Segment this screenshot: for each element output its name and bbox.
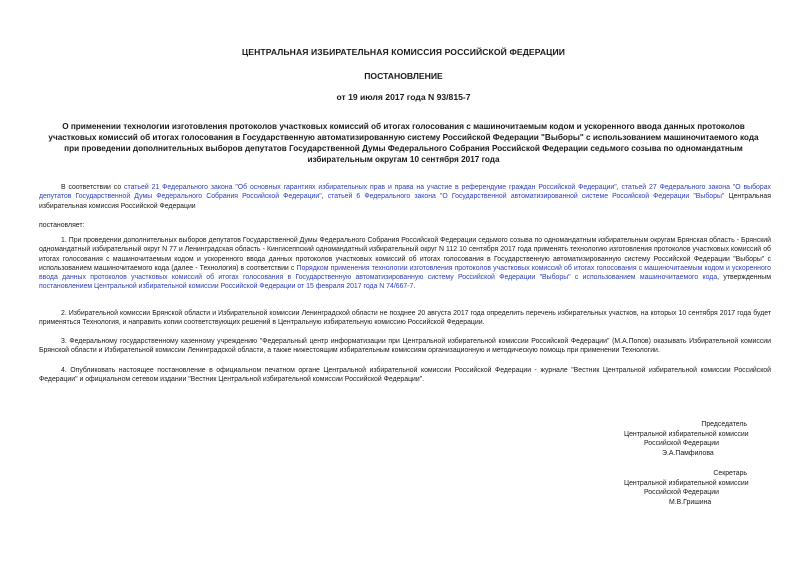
preamble-text-1: В соответствии со (61, 184, 125, 191)
item-2-paragraph: 2. Избирательной комиссии Брянской области и Избирательной комиссии Ленинградской области не позднее 20 августа 2017 года определить перечень избирательных участков, на которых 10 сентября 2017 года будет применяться Технология, и направить копии соответствующих решений в Центральную избирательную комиссию Российской Федерации. (39, 310, 771, 327)
document-date-number: от 19 июля 2017 года N 93/815-7 (336, 92, 471, 102)
link-resolution-74-667-7[interactable]: постановлением Центральной избирательной комиссии Российской Федерации от 15 февраля 2017 года N 74/667-7 (39, 283, 414, 291)
link-procedure[interactable]: Порядком применения технологии изготовления протоколов участковых комиссий об итогах голосования с машиночитаемым кодом и ускоренного ввода данных протоколов участковых комиссий об итогах голосования в Государственную автоматизированную систему Российской Федерации "Выборы" с использованием машиночитаемого кода (39, 264, 771, 282)
secretary-org-line-2: Российской Федерации (644, 489, 719, 497)
issuing-organization: ЦЕНТРАЛЬНАЯ ИЗБИРАТЕЛЬНАЯ КОМИССИЯ РОССИЙСКОЙ ФЕДЕРАЦИИ (241, 47, 566, 57)
resolves-label: постановляет: (39, 222, 85, 229)
secretary-title: Секретарь (713, 470, 747, 477)
preamble-text-3: , (321, 193, 328, 201)
chair-name: Э.А.Памфилова (662, 449, 714, 457)
secretary-org-line-1: Центральной избирательной комиссии (624, 479, 749, 487)
document-type: ПОСТАНОВЛЕНИЕ (364, 71, 443, 81)
item-1-paragraph (39, 236, 771, 292)
secretary-signature-block (624, 469, 784, 507)
link-article-21[interactable]: статьей 21 Федерального закона "Об основных гарантиях избирательных прав и права на участие в референдуме граждан Российской Федерации" (124, 184, 617, 191)
link-article-6[interactable]: статьей 6 Федерального закона "О Государственной автоматизированной системе Российской Федерации "Выборы" (327, 193, 725, 201)
preamble-text-4: Центральная избирательная комиссия Российской Федерации (39, 193, 772, 210)
item-1-text-2: , утвержденным (717, 274, 771, 282)
preamble-text-2: , (616, 184, 622, 191)
document-subject: О применении технологии изготовления протоколов участковых комиссий об итогах голосования с машиночитаемым кодом и ускоренного ввода данных протоколов участковых комиссий об итогах голосования в Государственную автоматизированную систему Российской Федерации "Выборы" с использованием машиночитаемого кода при проведении дополнительных выборов депутатов Государственной Думы Федерального Собрания Российской Федерации седьмого созыва по одномандатным избирательным округам 10 сентября 2017 года (48, 122, 759, 164)
preamble-paragraph (39, 183, 771, 211)
chair-signature-block (624, 420, 784, 458)
chair-org-line-2: Российской Федерации (644, 440, 719, 448)
item-4-paragraph: 4. Опубликовать настоящее постановление в официальном печатном органе Центральной избирательной комиссии Российской Федерации - журнале "Вестник Центральной избирательной комиссии Российской Федерации" и официальном сетевом издании "Вестник Центральной избирательной комиссии Российской Федерации". (39, 367, 771, 384)
link-article-27[interactable]: статьей 27 Федерального закона "О выборах депутатов Государственной Думы Федерального Собрания Российской Федерации" (39, 184, 771, 201)
secretary-name: М.В.Гришина (669, 498, 712, 506)
chair-title: Председатель (701, 421, 747, 428)
item-1-text-3: . (413, 283, 416, 291)
item-3-paragraph: 3. Федеральному государственному казенному учреждению "Федеральный центр информатизации при Центральной избирательной комиссии Российской Федерации" (М.А.Попов) оказывать Избирательной комиссии Брянской области и Избирательной комиссии Ленинградской области, а также нижестоящим избирательным комиссиям организационную и методическую помощь при применении Технологии. (39, 338, 771, 355)
chair-org-line-1: Центральной избирательной комиссии (624, 430, 749, 438)
item-1-text-1: 1. При проведении дополнительных выборов депутатов Государственной Думы Федерального Собрания Российской Федерации седьмого созыва по одномандатным избирательным округам Брянская область - Брянский одномандатный избирательный округ N 77 и Ленинградская область - Кингисеппский одномандатный избирательный округ N 112 10 сентября 2017 года применять технологию изготовления протоколов участковых комиссий об итогах голосования с машиночитаемым кодом и ускоренного ввода данных протоколов участковых комиссий об итогах голосования в Государственную автоматизированную систему Российской Федерации "Выборы" с использованием машиночитаемого кода (далее - Технология) в соответствии с (39, 237, 771, 272)
